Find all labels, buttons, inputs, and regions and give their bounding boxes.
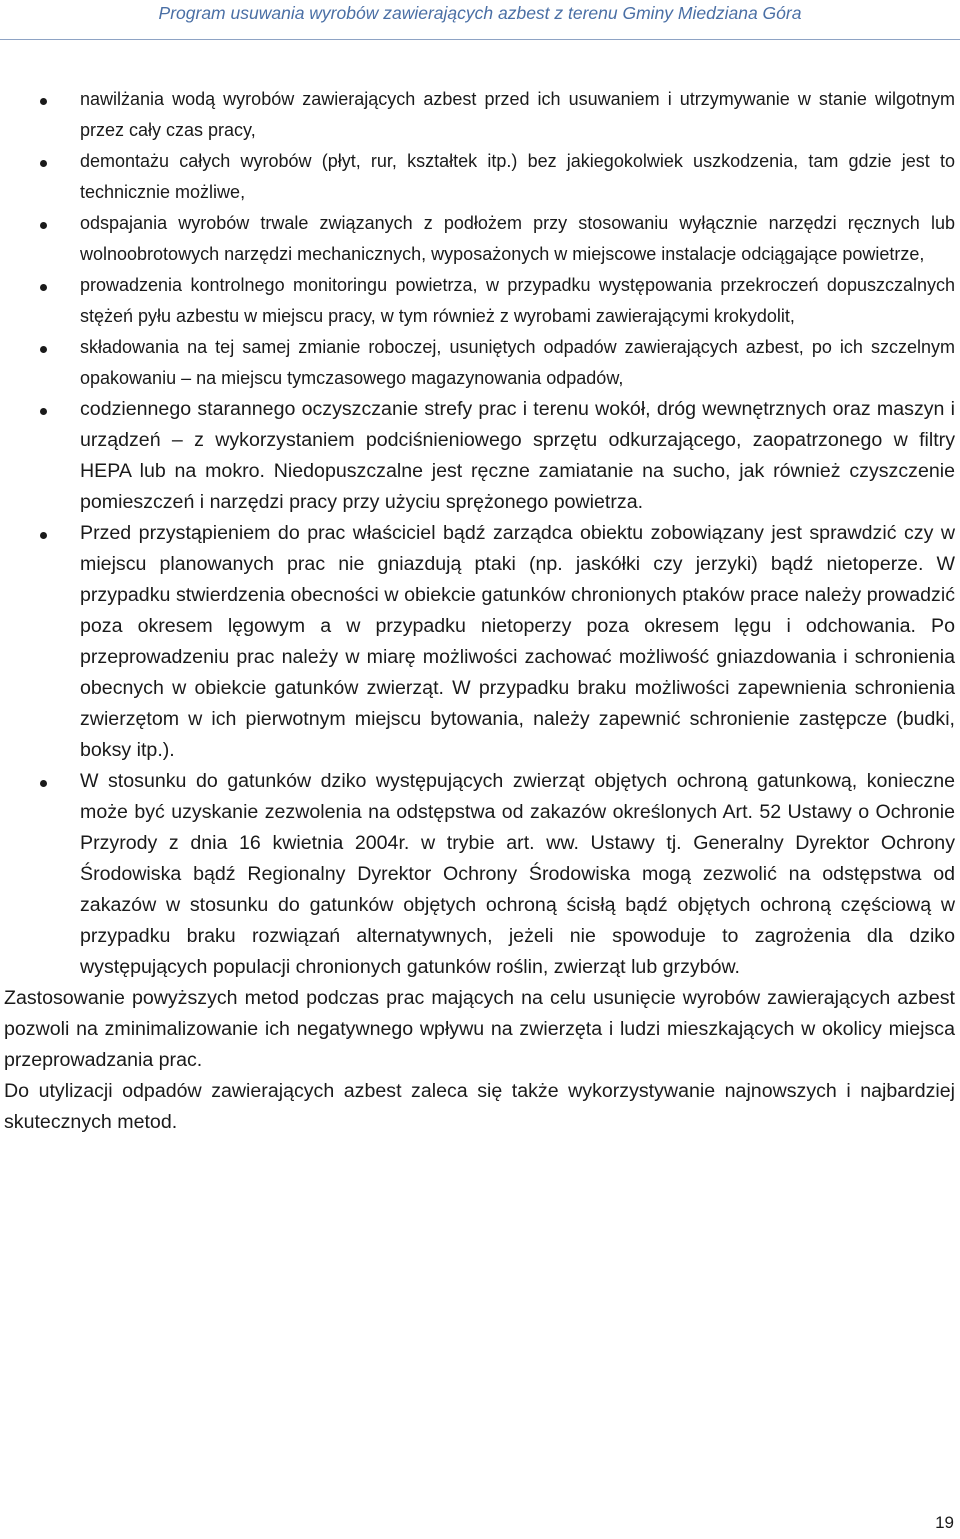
- bullet-icon: [40, 408, 47, 415]
- bullet-icon: [40, 222, 47, 229]
- bullet-icon: [40, 284, 47, 291]
- list-item: [0, 270, 955, 332]
- list-item-text: prowadzenia kontrolnego monitoringu powietrza, w przypadku występowania przekroczeń dopuszczalnych stężeń pyłu azbestu w miejscu pracy, w tym również z wyrobami zawierającymi krokydolit,: [80, 275, 955, 326]
- paragraph: Do utylizacji odpadów zawierających azbest zaleca się także wykorzystywanie najnowszych i najbardziej skutecznych metod.: [4, 1080, 955, 1133]
- bullet-icon: [40, 160, 47, 167]
- paragraph: Zastosowanie powyższych metod podczas prac mających na celu usunięcie wyrobów zawierających azbest pozwoli na zminimalizowanie ich negatywnego wpływu na zwierzęta i ludzi mieszkających w okolicy miejsca przeprowadzania prac.: [4, 987, 955, 1071]
- list-item-text: składowania na tej samej zmianie roboczej, usuniętych odpadów zawierających azbest, po ich szczelnym opakowaniu – na miejscu tymczasowego magazynowania odpadów,: [80, 337, 955, 388]
- bullet-icon: [40, 98, 47, 105]
- list-item-text: Przed przystąpieniem do prac właściciel bądź zarządca obiektu zobowiązany jest sprawdzić czy w miejscu planowanych prac nie gniazdują ptaki (np. jaskółki czy jerzyki) bądź nietoperze. W przypadku stwierdzenia obecności w obiekcie gatunków chronionych ptaków prace należy prowadzić poza okresem lęgowym a w przypadku nietoperzy poza okresem lęgu i odchowania. Po przeprowadzeniu prac należy w miarę możliwości zachować możliwość gniazdowania i schronienia obecnych w obiekcie gatunków zwierząt. W przypadku braku możliwości zapewnienia schronienia zwierzętom w ich pierwotnym miejscu bytowania, należy zapewnić schronienie zastępcze (budki, boksy itp.).: [80, 522, 955, 761]
- document-body: [0, 84, 955, 1138]
- list-item-text: nawilżania wodą wyrobów zawierających azbest przed ich usuwaniem i utrzymywanie w stanie wilgotnym przez cały czas pracy,: [80, 89, 955, 140]
- list-item: [0, 766, 955, 983]
- list-item-text: codziennego starannego oczyszczanie strefy prac i terenu wokół, dróg wewnętrznych oraz maszyn i urządzeń – z wykorzystaniem podciśnieniowego sprzętu odkurzającego, zaopatrzonego w filtry HEPA lub na mokro. Niedopuszczalne jest ręczne zamiatanie na sucho, jak również czyszczenie pomieszczeń i narzędzi pracy przy użyciu sprężonego powietrza.: [80, 398, 955, 513]
- bullet-icon: [40, 780, 47, 787]
- list-item-text: demontażu całych wyrobów (płyt, rur, kształtek itp.) bez jakiegokolwiek uszkodzenia, tam gdzie jest to technicznie możliwe,: [80, 151, 955, 202]
- list-item: [0, 208, 955, 270]
- list-item: [0, 146, 955, 208]
- list-item: [0, 518, 955, 766]
- list-item: [0, 84, 955, 146]
- header-title: Program usuwania wyrobów zawierających azbest z terenu Gminy Miedziana Góra: [158, 3, 802, 23]
- bullet-icon: [40, 346, 47, 353]
- bullet-list: [0, 84, 955, 983]
- list-item: [0, 332, 955, 394]
- list-item-text: odspajania wyrobów trwale związanych z podłożem przy stosowaniu wyłącznie narzędzi ręcznych lub wolnoobrotowych narzędzi mechanicznych, wyposażonych w miejscowe instalacje odciągające powietrze,: [80, 213, 955, 264]
- page-number: 19: [935, 1513, 954, 1532]
- list-item-text: W stosunku do gatunków dziko występujących zwierząt objętych ochroną gatunkową, konieczne może być uzyskanie zezwolenia na odstępstwa od zakazów określonych Art. 52 Ustawy o Ochronie Przyrody z dnia 16 kwietnia 2004r. w trybie art. ww. Ustawy tj. Generalny Dyrektor Ochrony Środowiska bądź Regionalny Dyrektor Ochrony Środowiska mogą zezwolić na odstępstwa od zakazów w stosunku do gatunków objętych ochroną ścisłą bądź objętych ochroną częściową w przypadku braku rozwiązań alternatywnych, jeżeli nie spowoduje to zagrożenia dla dziko występujących populacji chronionych gatunków roślin, zwierząt lub grzybów.: [80, 770, 955, 978]
- list-item: [0, 394, 955, 518]
- bullet-icon: [40, 532, 47, 539]
- page-header: [0, 0, 960, 40]
